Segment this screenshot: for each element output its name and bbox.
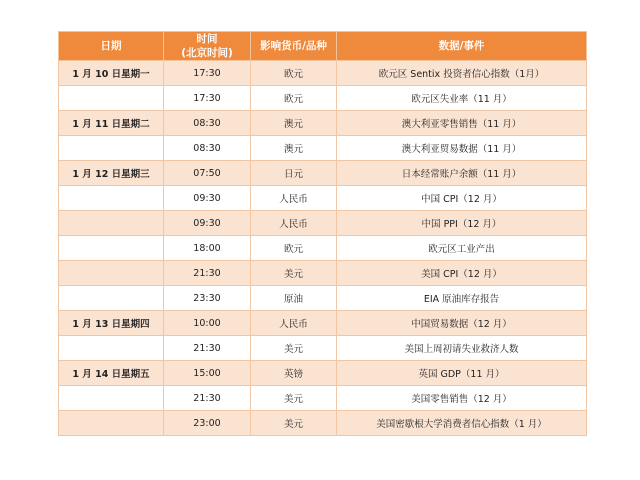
calendar-table-container xyxy=(58,31,586,436)
date-cell xyxy=(59,186,164,211)
table-row xyxy=(59,411,587,436)
currency-cell: 美元 xyxy=(251,386,337,411)
date-cell: 1 月 12 日星期三 xyxy=(59,161,164,186)
time-cell: 15:00 xyxy=(164,361,251,386)
event-cell: 欧元区工业产出 xyxy=(337,236,587,261)
table-row xyxy=(59,186,587,211)
currency-header: 影响货币/品种 xyxy=(251,32,337,61)
table-row xyxy=(59,336,587,361)
table-row xyxy=(59,111,587,136)
date-cell xyxy=(59,236,164,261)
date-cell xyxy=(59,86,164,111)
time-cell: 21:30 xyxy=(164,336,251,361)
event-cell: 欧元区 Sentix 投资者信心指数（1月） xyxy=(337,61,587,86)
table-row xyxy=(59,211,587,236)
currency-cell: 日元 xyxy=(251,161,337,186)
date-cell xyxy=(59,336,164,361)
time-cell: 09:30 xyxy=(164,211,251,236)
currency-cell: 人民币 xyxy=(251,186,337,211)
event-cell: 日本经常账户余额（11 月） xyxy=(337,161,587,186)
time-cell: 17:30 xyxy=(164,86,251,111)
table-row xyxy=(59,261,587,286)
time-cell: 08:30 xyxy=(164,111,251,136)
event-cell: 美国密歇根大学消费者信心指数（1 月） xyxy=(337,411,587,436)
currency-cell: 欧元 xyxy=(251,61,337,86)
currency-cell: 人民币 xyxy=(251,211,337,236)
time-cell: 09:30 xyxy=(164,186,251,211)
date-cell xyxy=(59,136,164,161)
table-row xyxy=(59,161,587,186)
time-header xyxy=(164,32,251,61)
time-header-label: 时间 xyxy=(196,33,218,45)
currency-cell: 英镑 xyxy=(251,361,337,386)
event-cell: EIA 原油库存报告 xyxy=(337,286,587,311)
event-cell: 中国 PPI（12 月） xyxy=(337,211,587,236)
currency-cell: 澳元 xyxy=(251,111,337,136)
event-cell: 美国 CPI（12 月） xyxy=(337,261,587,286)
time-cell: 17:30 xyxy=(164,61,251,86)
currency-cell: 美元 xyxy=(251,261,337,286)
table-header-row xyxy=(59,32,587,61)
event-cell: 澳大利亚贸易数据（11 月） xyxy=(337,136,587,161)
event-cell: 澳大利亚零售销售（11 月） xyxy=(337,111,587,136)
date-cell: 1 月 11 日星期二 xyxy=(59,111,164,136)
event-cell: 欧元区失业率（11 月） xyxy=(337,86,587,111)
date-cell xyxy=(59,386,164,411)
date-header: 日期 xyxy=(59,32,164,61)
currency-cell: 人民币 xyxy=(251,311,337,336)
table-row xyxy=(59,311,587,336)
time-header-sublabel: (北京时间) xyxy=(181,47,233,59)
date-cell xyxy=(59,261,164,286)
table-row xyxy=(59,386,587,411)
table-row xyxy=(59,236,587,261)
date-cell: 1 月 10 日星期一 xyxy=(59,61,164,86)
date-cell xyxy=(59,211,164,236)
currency-cell: 美元 xyxy=(251,336,337,361)
table-row xyxy=(59,361,587,386)
event-cell: 中国 CPI（12 月） xyxy=(337,186,587,211)
date-cell xyxy=(59,411,164,436)
economic-calendar-table xyxy=(58,31,587,436)
table-row xyxy=(59,86,587,111)
event-cell: 中国贸易数据（12 月） xyxy=(337,311,587,336)
table-row xyxy=(59,286,587,311)
event-cell: 美国零售销售（12 月） xyxy=(337,386,587,411)
event-cell: 英国 GDP（11 月） xyxy=(337,361,587,386)
currency-cell: 欧元 xyxy=(251,86,337,111)
table-row xyxy=(59,61,587,86)
time-cell: 23:00 xyxy=(164,411,251,436)
time-cell: 08:30 xyxy=(164,136,251,161)
time-cell: 23:30 xyxy=(164,286,251,311)
date-cell: 1 月 13 日星期四 xyxy=(59,311,164,336)
time-cell: 07:50 xyxy=(164,161,251,186)
time-cell: 10:00 xyxy=(164,311,251,336)
time-cell: 21:30 xyxy=(164,261,251,286)
event-cell: 美国上周初请失业救济人数 xyxy=(337,336,587,361)
date-cell: 1 月 14 日星期五 xyxy=(59,361,164,386)
currency-cell: 澳元 xyxy=(251,136,337,161)
event-header: 数据/事件 xyxy=(337,32,587,61)
table-row xyxy=(59,136,587,161)
currency-cell: 美元 xyxy=(251,411,337,436)
time-cell: 18:00 xyxy=(164,236,251,261)
date-cell xyxy=(59,286,164,311)
time-cell: 21:30 xyxy=(164,386,251,411)
currency-cell: 原油 xyxy=(251,286,337,311)
currency-cell: 欧元 xyxy=(251,236,337,261)
